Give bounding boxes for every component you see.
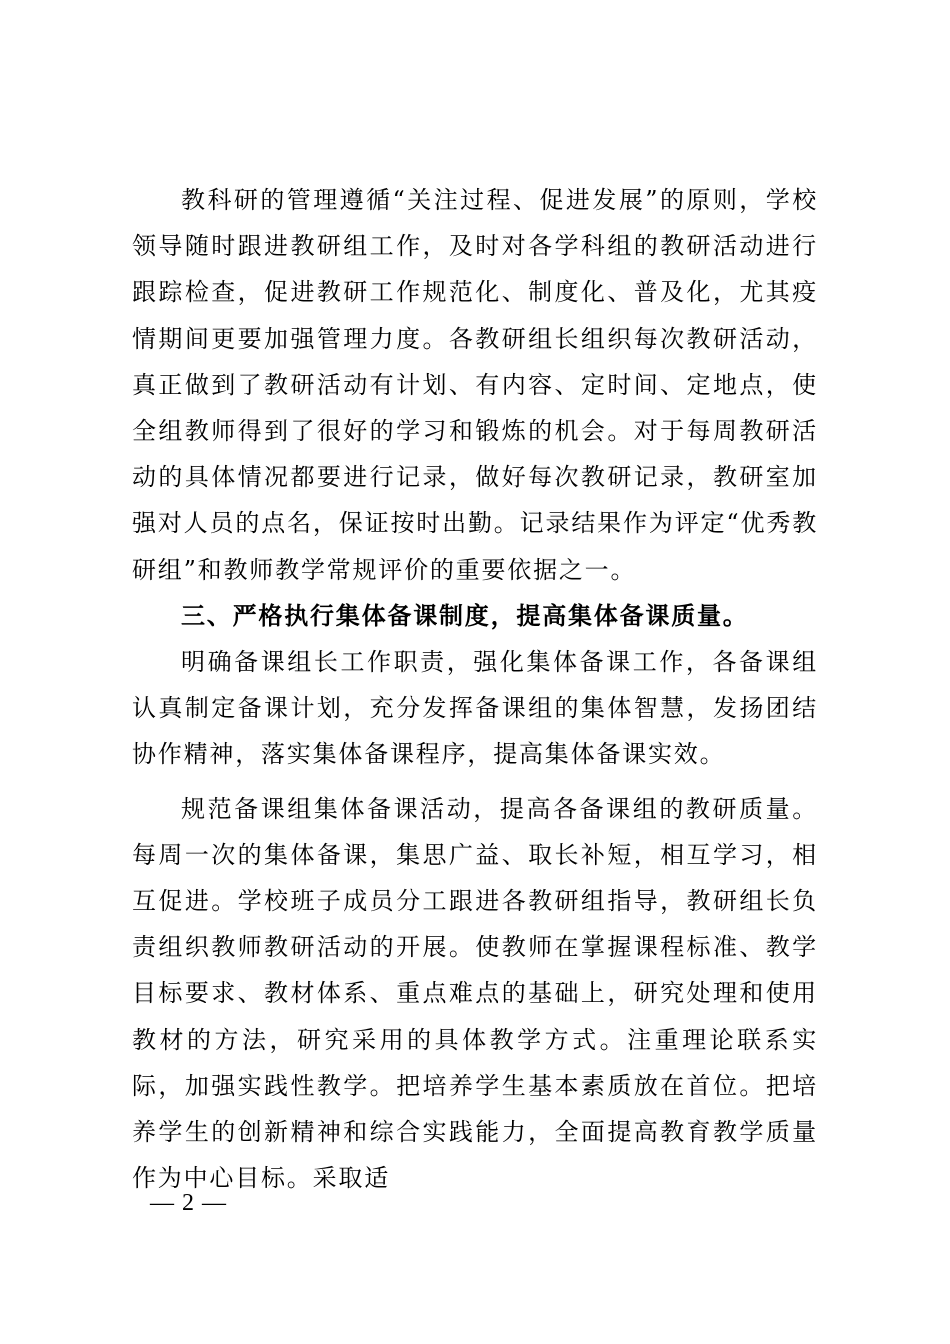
paragraph-activities: 规范备课组集体备课活动，提高各备课组的教研质量。每周一次的集体备课，集思广益、取长补短，相互学习，相互促进。学校班子成员分工跟进各教研组指导，教研组长负责组织教师教研活动的开展。使教师在掌握课程标准、教学目标要求、教材体系、重点难点的基础上，研究处理和使用教材的方法，研究采用的具体教学方式。注重理论联系实际，加强实践性教学。把培养学生基本素质放在首位。把培养学生的创新精神和综合实践能力，全面提高教育教学质量作为中心目标。采取适 [132,794,818,1193]
paragraph-responsibilities: 明确备课组长工作职责，强化集体备课工作，各备课组认真制定备课计划，充分发挥备课组的集体智慧，发扬团结协作精神，落实集体备课程序，提高集体备课实效。 [132,648,818,769]
paragraph-management: 教科研的管理遵循“关注过程、促进发展”的原则，学校领导随时跟进教研组工作，及时对各学科组的教研活动进行跟踪检查，促进教研工作规范化、制度化、普及化，尤其疫情期间更要加强管理力度。各教研组长组织每次教研活动，真正做到了教研活动有计划、有内容、定时间、定地点，使全组教师得到了很好的学习和锻炼的机会。对于每周教研活动的具体情况都要进行记录，做好每次教研记录，教研室加强对人员的点名，保证按时出勤。记录结果作为评定“优秀教研组”和教师教学常规评价的重要依据之一。 [132,186,818,584]
document-body [132,177,818,1201]
page-number: — 2 — [150,1190,227,1216]
section-heading-three: 三、严格执行集体备课制度，提高集体备课质量。 [181,600,749,630]
